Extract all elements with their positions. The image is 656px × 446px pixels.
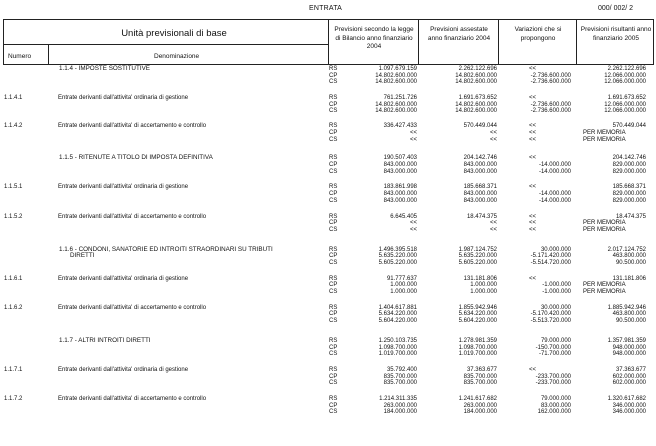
- value-variazioni: -233.700.000: [535, 373, 571, 380]
- table-row: [3, 79, 654, 86]
- value-assestate: 1.987.124.752: [458, 246, 497, 253]
- value-legge-bilancio: 336.427.433: [383, 123, 417, 130]
- value-variazioni: -1.000.000: [542, 282, 571, 289]
- value-risultanti: PER MEMORIA: [583, 136, 626, 143]
- value-risultanti: 131.181.806: [612, 275, 646, 282]
- value-legge-bilancio: 5.604.220.000: [378, 318, 417, 325]
- value-variazioni: -233.700.000: [535, 380, 571, 387]
- value-risultanti: 829.000.000: [612, 168, 646, 175]
- value-risultanti: 185.668.371: [612, 184, 646, 191]
- table-row: [3, 260, 654, 267]
- value-legge-bilancio: 1.000.000: [390, 282, 417, 289]
- row-code: CP: [329, 72, 338, 79]
- upb-number: 1.1.5.1: [4, 184, 23, 191]
- value-assestate: 843.000.000: [463, 191, 497, 198]
- row-code: RS: [329, 304, 338, 311]
- value-legge-bilancio: 5.605.220.000: [378, 259, 417, 266]
- row-code: CS: [329, 259, 338, 266]
- table-row: [3, 108, 654, 115]
- budget-block: [3, 214, 654, 234]
- value-legge-bilancio: 14.802.600.000: [375, 108, 417, 115]
- value-assestate: 5.634.220.000: [458, 311, 497, 318]
- value-variazioni: -14.000.000: [538, 191, 571, 198]
- value-legge-bilancio: 1.496.395.518: [378, 246, 417, 253]
- value-variazioni: -5.170.420.000: [530, 311, 571, 318]
- value-variazioni: 79.000.000: [540, 396, 571, 403]
- table-row: [3, 102, 654, 109]
- value-risultanti: PER MEMORIA: [583, 129, 626, 136]
- value-variazioni: -2.736.600.000: [530, 72, 571, 79]
- table-row: [3, 137, 654, 144]
- upb-number: 1.1.4.2: [4, 123, 23, 130]
- value-assestate: 843.000.000: [463, 168, 497, 175]
- upb-number: 1.1.7.2: [4, 396, 23, 403]
- row-code: CP: [329, 129, 338, 136]
- value-legge-bilancio: 843.000.000: [383, 191, 417, 198]
- value-assestate: 1.000.000: [470, 282, 497, 289]
- table-header: [3, 19, 654, 65]
- row-code: CP: [329, 191, 338, 198]
- value-risultanti: 463.800.000: [612, 253, 646, 260]
- col-divider-4: [576, 20, 577, 64]
- value-assestate: 1.855.942.946: [458, 304, 497, 311]
- budget-block: [3, 66, 654, 86]
- row-code: CS: [329, 168, 338, 175]
- page-header: [0, 0, 656, 18]
- row-code: RS: [329, 396, 338, 403]
- table-row: [3, 214, 654, 221]
- value-assestate: 184.000.000: [463, 409, 497, 416]
- table-row: [3, 338, 654, 345]
- table-row: [3, 289, 654, 296]
- value-assestate: 843.000.000: [463, 197, 497, 204]
- table-row: [3, 276, 654, 283]
- upb-denomination: Entrate derivanti dall'attivita' ordinaria di gestione: [58, 184, 189, 191]
- table-row: [3, 367, 654, 374]
- value-assestate: 1.098.700.000: [458, 344, 497, 351]
- value-variazioni: <<: [529, 95, 537, 102]
- upb-denomination: 1.1.5 - RITENUTE A TITOLO DI IMPOSTA DEFINITIVA: [59, 154, 213, 162]
- value-risultanti: 602.000.000: [612, 380, 646, 387]
- value-legge-bilancio: 190.507.403: [383, 155, 417, 162]
- value-variazioni: -5.171.420.000: [530, 253, 571, 260]
- value-risultanti: 1.357.981.359: [607, 337, 646, 344]
- value-variazioni: <<: [529, 123, 537, 130]
- value-risultanti: 463.800.000: [612, 311, 646, 318]
- value-risultanti: 829.000.000: [612, 161, 646, 168]
- col-divider-1: [328, 20, 329, 64]
- value-risultanti: PER MEMORIA: [583, 282, 626, 289]
- row-code: CS: [329, 351, 338, 358]
- value-legge-bilancio: 835.700.000: [383, 380, 417, 387]
- value-risultanti: 1.885.942.946: [607, 304, 646, 311]
- value-risultanti: 204.142.746: [612, 155, 646, 162]
- value-risultanti: 1.691.673.652: [607, 95, 646, 102]
- table-row: [3, 247, 654, 254]
- value-variazioni: 30.000.000: [540, 304, 571, 311]
- value-assestate: 14.802.600.000: [455, 101, 497, 108]
- row-code: CP: [329, 101, 338, 108]
- numero-divider: [48, 44, 49, 64]
- value-risultanti: 2.017.124.752: [607, 246, 646, 253]
- row-code: CS: [329, 380, 338, 387]
- upb-denomination: Entrate derivanti dall'attivita' di accertamento e controllo: [58, 396, 207, 403]
- row-code: RS: [329, 213, 338, 220]
- value-legge-bilancio: 835.700.000: [383, 373, 417, 380]
- upb-denomination: 1.1.7 - ALTRI INTROITI DIRETTI: [59, 336, 151, 344]
- row-code: CS: [329, 197, 338, 204]
- value-assestate: 843.000.000: [463, 161, 497, 168]
- value-legge-bilancio: 6.645.405: [390, 213, 417, 220]
- upb-number: 1.1.6.2: [4, 304, 23, 311]
- budget-block: [3, 305, 654, 325]
- value-assestate: 14.802.600.000: [455, 72, 497, 79]
- upb-number: 1.1.4.1: [4, 95, 23, 102]
- value-legge-bilancio: 5.635.220.000: [378, 253, 417, 260]
- upb-denomination: Entrate derivanti dall'attivita' ordinaria di gestione: [58, 95, 189, 102]
- value-variazioni: <<: [529, 136, 537, 143]
- row-code: RS: [329, 246, 338, 253]
- value-assestate: 18.474.375: [466, 213, 497, 220]
- table-row: [3, 169, 654, 176]
- value-legge-bilancio: 1.404.617.881: [378, 304, 417, 311]
- budget-block: [3, 247, 654, 267]
- row-code: CS: [329, 226, 338, 233]
- upb-denomination: 1.1.4 - IMPOSTE SOSTITUTIVE: [59, 65, 150, 72]
- table-row: [3, 380, 654, 387]
- table-row: [3, 191, 654, 198]
- value-legge-bilancio: 1.019.700.000: [378, 351, 417, 358]
- value-variazioni: -1.000.000: [542, 289, 571, 296]
- value-variazioni: 162.000.000: [537, 409, 571, 416]
- value-assestate: 14.802.600.000: [455, 79, 497, 86]
- table-row: [3, 351, 654, 358]
- row-code: RS: [329, 184, 338, 191]
- row-code: CS: [329, 108, 338, 115]
- value-risultanti: 948.000.000: [612, 344, 646, 351]
- value-legge-bilancio: 1.250.103.735: [378, 337, 417, 344]
- table-row: [3, 318, 654, 325]
- value-variazioni: -2.736.600.000: [530, 101, 571, 108]
- table-row: [3, 282, 654, 289]
- table-row: [3, 374, 654, 381]
- budget-block: [3, 95, 654, 115]
- table-row: [3, 73, 654, 80]
- row-code: CS: [329, 289, 338, 296]
- value-assestate: <<: [489, 220, 497, 227]
- value-assestate: 1.000.000: [470, 289, 497, 296]
- value-legge-bilancio: 183.861.998: [383, 184, 417, 191]
- value-legge-bilancio: 35.792.400: [386, 367, 417, 373]
- value-assestate: 1.241.617.682: [458, 396, 497, 403]
- value-risultanti: 12.066.000.000: [604, 101, 646, 108]
- row-code: CP: [329, 373, 338, 380]
- value-risultanti: PER MEMORIA: [583, 226, 626, 233]
- value-variazioni: -14.000.000: [538, 197, 571, 204]
- row-code: CS: [329, 79, 338, 86]
- header-col-legge-bilancio: Previsioni secondo la legge di Bilancio anno finanziario 2004: [334, 26, 414, 50]
- value-risultanti: 90.500.000: [615, 259, 646, 266]
- value-variazioni: -2.736.600.000: [530, 108, 571, 115]
- row-code: CP: [329, 161, 338, 168]
- header-numero: Numero: [8, 53, 32, 60]
- upb-denomination: Entrate derivanti dall'attivita' ordinaria di gestione: [58, 275, 189, 282]
- value-risultanti: 2.262.122.696: [607, 66, 646, 72]
- value-risultanti: 12.066.000.000: [604, 108, 646, 115]
- upb-number: 1.1.6.1: [4, 275, 23, 282]
- table-row: [3, 123, 654, 130]
- row-code: RS: [329, 155, 338, 162]
- table-row: [3, 396, 654, 403]
- value-legge-bilancio: 1.000.000: [390, 289, 417, 296]
- row-code: RS: [329, 367, 338, 373]
- value-assestate: <<: [489, 136, 497, 143]
- upb-number: 1.1.5.2: [4, 213, 23, 220]
- budget-block: [3, 338, 654, 358]
- value-legge-bilancio: 1.214.311.335: [379, 396, 417, 403]
- value-variazioni: -5.514.720.000: [530, 259, 571, 266]
- value-variazioni: <<: [529, 220, 537, 227]
- upb-denomination: Entrate derivanti dall'attivita' di accertamento e controllo: [58, 123, 207, 130]
- table-row: [3, 155, 654, 162]
- budget-block: [3, 155, 654, 175]
- value-legge-bilancio: 14.802.600.000: [375, 101, 417, 108]
- value-legge-bilancio: 843.000.000: [383, 197, 417, 204]
- value-variazioni: <<: [529, 275, 537, 282]
- section-title: ENTRATA: [309, 5, 343, 12]
- value-legge-bilancio: 843.000.000: [383, 161, 417, 168]
- row-code: RS: [329, 337, 338, 344]
- header-col-risultanti: Previsioni risultanti anno finanziario 2005: [580, 26, 652, 42]
- row-code: CP: [329, 344, 338, 351]
- value-assestate: 263.000.000: [463, 402, 497, 409]
- value-variazioni: <<: [529, 66, 537, 72]
- value-legge-bilancio: 184.000.000: [383, 409, 417, 416]
- table-row: [3, 311, 654, 318]
- row-code: RS: [329, 66, 338, 72]
- value-risultanti: 570.449.044: [612, 123, 646, 130]
- value-legge-bilancio: 14.802.600.000: [375, 72, 417, 79]
- row-code: CP: [329, 282, 338, 289]
- value-legge-bilancio: 5.634.220.000: [378, 311, 417, 318]
- value-risultanti: 1.320.617.682: [607, 396, 646, 403]
- value-variazioni: -5.513.720.000: [530, 318, 571, 325]
- value-risultanti: 829.000.000: [612, 197, 646, 204]
- col-divider-2: [418, 20, 419, 64]
- value-risultanti: 12.066.000.000: [604, 79, 646, 86]
- value-variazioni: 79.000.000: [540, 337, 571, 344]
- value-risultanti: 346.000.000: [612, 409, 646, 416]
- value-risultanti: PER MEMORIA: [583, 289, 626, 296]
- value-variazioni: <<: [529, 129, 537, 136]
- page-number: 000/ 002/ 2: [598, 5, 634, 12]
- budget-block: [3, 367, 654, 387]
- header-unita: Unità previsionali di base: [121, 28, 227, 39]
- value-assestate: 2.262.122.696: [458, 66, 497, 72]
- value-legge-bilancio: <<: [409, 136, 417, 143]
- value-variazioni: 83.000.000: [540, 402, 571, 409]
- value-risultanti: 829.000.000: [612, 191, 646, 198]
- value-risultanti: 602.000.000: [612, 373, 646, 380]
- row-code: CS: [329, 136, 338, 143]
- table-row: [3, 409, 654, 416]
- budget-block: [3, 184, 654, 204]
- col-divider-3: [498, 20, 499, 64]
- value-risultanti: 346.000.000: [612, 402, 646, 409]
- upb-denomination: 1.1.6 - CONDONI, SANATORIE ED INTROITI STRAORDINARI SU TRIBUTI: [59, 245, 273, 253]
- table-row: [3, 198, 654, 205]
- header-col-assestate: Previsioni assestate anno finanziario 2004: [427, 26, 491, 42]
- value-assestate: 1.019.700.000: [458, 351, 497, 358]
- value-assestate: 1.691.673.652: [458, 95, 497, 102]
- row-code: CP: [329, 220, 338, 227]
- table-row: [3, 130, 654, 137]
- table-row: [3, 403, 654, 410]
- value-risultanti: 18.474.375: [615, 213, 646, 220]
- value-legge-bilancio: <<: [409, 226, 417, 233]
- value-assestate: 14.802.600.000: [455, 108, 497, 115]
- value-legge-bilancio: 761.251.726: [383, 95, 417, 102]
- value-risultanti: 37.363.677: [615, 367, 646, 373]
- table-row: [3, 184, 654, 191]
- value-legge-bilancio: 91.777.637: [386, 275, 417, 282]
- upb-denomination: Entrate derivanti dall'attivita' ordinaria di gestione: [58, 367, 189, 373]
- upb-denomination: Entrate derivanti dall'attivita' di accertamento e controllo: [58, 304, 207, 311]
- table-row: [3, 162, 654, 169]
- table-row: [3, 66, 654, 73]
- header-col-variazioni: Variazioni che si propongono: [514, 26, 562, 42]
- value-assestate: 37.363.677: [466, 367, 497, 373]
- row-code: CP: [329, 311, 338, 318]
- table-row: [3, 95, 654, 102]
- value-assestate: 185.668.371: [463, 184, 497, 191]
- value-legge-bilancio: 1.097.679.159: [378, 66, 417, 72]
- row-code: RS: [329, 123, 338, 130]
- header-denominazione: Denominazione: [154, 53, 200, 60]
- budget-block: [3, 123, 654, 143]
- value-risultanti: PER MEMORIA: [583, 220, 626, 227]
- value-assestate: 204.142.746: [463, 155, 497, 162]
- value-risultanti: 12.066.000.000: [604, 72, 646, 79]
- value-assestate: 5.635.220.000: [458, 253, 497, 260]
- value-variazioni: -2.736.600.000: [530, 79, 571, 86]
- value-assestate: 5.605.220.000: [458, 259, 497, 266]
- value-legge-bilancio: <<: [409, 220, 417, 227]
- value-legge-bilancio: 843.000.000: [383, 168, 417, 175]
- value-variazioni: <<: [529, 155, 537, 162]
- value-variazioni: 30.000.000: [540, 246, 571, 253]
- value-assestate: 1.278.981.359: [458, 337, 497, 344]
- row-code: RS: [329, 275, 338, 282]
- value-risultanti: 90.500.000: [615, 318, 646, 325]
- table-row: [3, 253, 654, 260]
- value-legge-bilancio: <<: [409, 129, 417, 136]
- row-code: CS: [329, 318, 338, 325]
- value-legge-bilancio: 1.098.700.000: [378, 344, 417, 351]
- upb-number: 1.1.7.1: [4, 367, 23, 373]
- row-code: CP: [329, 402, 338, 409]
- row-code: RS: [329, 95, 338, 102]
- value-assestate: <<: [489, 129, 497, 136]
- upb-denomination: Entrate derivanti dall'attivita' di accertamento e controllo: [58, 213, 207, 220]
- upb-denomination-cont: DIRETTI: [70, 252, 95, 260]
- value-legge-bilancio: 263.000.000: [383, 402, 417, 409]
- budget-block: [3, 276, 654, 296]
- budget-block: [3, 396, 654, 416]
- value-assestate: 570.449.044: [463, 123, 497, 130]
- value-assestate: 835.700.000: [463, 380, 497, 387]
- value-legge-bilancio: 14.802.600.000: [375, 79, 417, 86]
- value-variazioni: -14.000.000: [538, 161, 571, 168]
- value-variazioni: <<: [529, 184, 537, 191]
- value-variazioni: <<: [529, 213, 537, 220]
- header-split-line: [4, 44, 328, 45]
- value-variazioni: <<: [529, 367, 537, 373]
- value-assestate: 5.604.220.000: [458, 318, 497, 325]
- value-variazioni: <<: [529, 226, 537, 233]
- row-code: CP: [329, 253, 338, 260]
- value-risultanti: 948.000.000: [612, 351, 646, 358]
- value-assestate: 835.700.000: [463, 373, 497, 380]
- table-row: [3, 227, 654, 234]
- table-row: [3, 220, 654, 227]
- value-variazioni: -14.000.000: [538, 168, 571, 175]
- table-row: [3, 305, 654, 312]
- value-assestate: 131.181.806: [463, 275, 497, 282]
- row-code: CS: [329, 409, 338, 416]
- value-assestate: <<: [489, 226, 497, 233]
- value-variazioni: -150.700.000: [535, 344, 571, 351]
- value-variazioni: -71.700.000: [538, 351, 571, 358]
- table-row: [3, 345, 654, 352]
